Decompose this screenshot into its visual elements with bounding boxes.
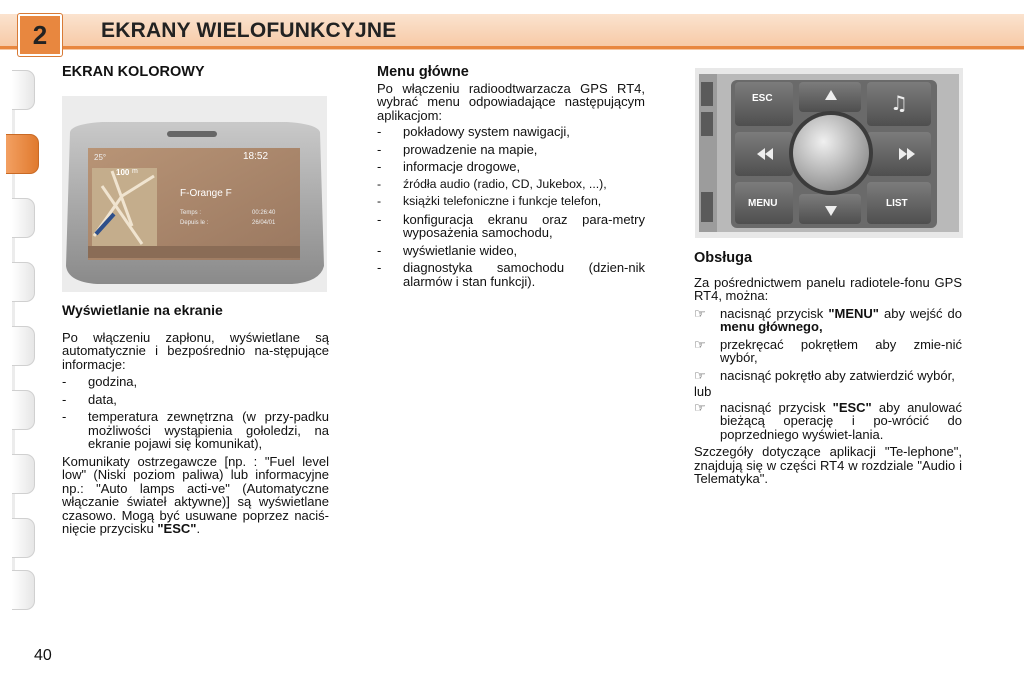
screen-operator: F-Orange F [180, 188, 232, 199]
column-1-body [62, 304, 329, 536]
or-text: lub [694, 384, 712, 399]
operation-outro: Szczegóły dotyczące aplikacji "Te-lephone", znajdują się w części RT4 w rozdziale "Audio i Telematyka". [694, 444, 962, 486]
pointer-icon: ☞ [694, 367, 706, 383]
screen-value1: 00:26:40 [252, 210, 276, 216]
warning-text: Komunikaty ostrzegawcze [np. : "Fuel level low" (Niski poziom paliwa) lub informacyjne np.: "Auto lamps acti-ve" (Automatyczne włączanie świateł aktywne)] są wyświetlane czasowo. Mogą być usuwane poprzez naciś-nięcie przycisku [62, 453, 329, 536]
list-item: - książki telefoniczne i funkcje telefon, [377, 195, 645, 209]
list-item: - data, [62, 393, 329, 407]
display-intro: Po włączeniu zapłonu, wyświetlane są automatycznie i bezpośrednio na-stępujące informacje: [62, 329, 329, 372]
operation-intro: Za pośrednictwem panelu radiotele-fonu GPS RT4, można: [694, 274, 962, 303]
screen-temp: 25° [94, 153, 107, 162]
list-button: LIST [886, 198, 908, 209]
screen-distance: 100 [116, 168, 130, 177]
chapter-tab-8[interactable] [12, 518, 35, 558]
list-item: - prowadzenie na mapie, [377, 143, 645, 157]
display-subheading: Wyświetlanie na ekranie [62, 302, 223, 318]
list-item: ☞ nacisnąć przycisk "MENU" aby wejść do menu głównego, [694, 305, 962, 334]
section-heading-color-screen: EKRAN KOLOROWY [62, 64, 205, 80]
list-item: ☞ nacisnąć przycisk "ESC" aby anulować bieżącą operację i po-wrócić do poprzedniego wyświet-lania. [694, 399, 962, 442]
chapter-number: 2 [18, 14, 62, 56]
main-menu-heading: Menu główne [377, 64, 469, 80]
display-list [62, 375, 329, 451]
list-item: - godzina, [62, 375, 329, 389]
chapter-tab-5[interactable] [12, 326, 35, 366]
page-title: EKRANY WIELOFUNKCYJNE [101, 19, 397, 42]
color-screen-image [62, 96, 327, 292]
screen-label1: Temps : [180, 210, 202, 216]
control-panel-image [695, 68, 963, 238]
pointer-icon: ☞ [694, 399, 706, 415]
menu-button: MENU [748, 198, 778, 209]
list-item: - pokładowy system nawigacji, [377, 125, 645, 139]
warning-end: . [196, 521, 201, 536]
list-item: - konfiguracja ekranu oraz para-metry wyposażenia samochodu, [377, 213, 645, 240]
chapter-tab-6[interactable] [12, 390, 35, 430]
header-rule [0, 46, 1024, 49]
pointer-icon: ☞ [694, 336, 706, 352]
esc-button: ESC [752, 93, 773, 104]
list-item: ☞ przekręcać pokrętłem aby zmie-nić wybór, [694, 336, 962, 365]
pointer-icon: ☞ [694, 305, 706, 321]
list-item: ☞ nacisnąć pokrętło aby zatwierdzić wybór, [694, 367, 955, 383]
chapter-tab-9[interactable] [12, 570, 35, 610]
chapter-tab-1[interactable] [12, 70, 35, 110]
main-menu-intro: Po włączeniu radioodtwarzacza GPS RT4, wybrać menu odpowiadające następującym aplikacjom: [377, 80, 645, 123]
main-menu-list [377, 125, 645, 288]
list-item: - wyświetlanie wideo, [377, 244, 645, 258]
screen-value2: 26/04/01 [252, 220, 276, 226]
svg-text:♫: ♫ [890, 91, 908, 115]
operation-list-2 [694, 401, 962, 442]
screen-time: 18:52 [243, 151, 269, 162]
chapter-tab-7[interactable] [12, 454, 35, 494]
page-number: 40 [34, 647, 52, 664]
screen-distance-unit: m [132, 168, 138, 175]
chapter-tab-4[interactable] [12, 262, 35, 302]
chapter-tab-3[interactable] [12, 198, 35, 238]
list-item: - temperatura zewnętrzna (w przy-padku możliwości wystąpienia gołoledzi, na ekranie pojawi się komunikat), [62, 410, 329, 451]
screen-label2: Depuis le : [180, 220, 209, 226]
warning-esc-bold: "ESC" [157, 521, 197, 536]
chapter-sidebar [6, 70, 34, 610]
chapter-tab-2[interactable] [6, 134, 39, 174]
warning-paragraph [62, 455, 329, 536]
list-item: - informacje drogowe, [377, 160, 645, 174]
operation-list [694, 307, 962, 383]
list-item: - źródła audio (radio, CD, Jukebox, ...), [377, 178, 645, 192]
column-3-body [694, 252, 962, 486]
operation-heading: Obsługa [694, 250, 753, 266]
column-2-body [377, 66, 645, 288]
list-item: - diagnostyka samochodu (dzien-nik alarmów i stan funkcji). [377, 261, 645, 288]
